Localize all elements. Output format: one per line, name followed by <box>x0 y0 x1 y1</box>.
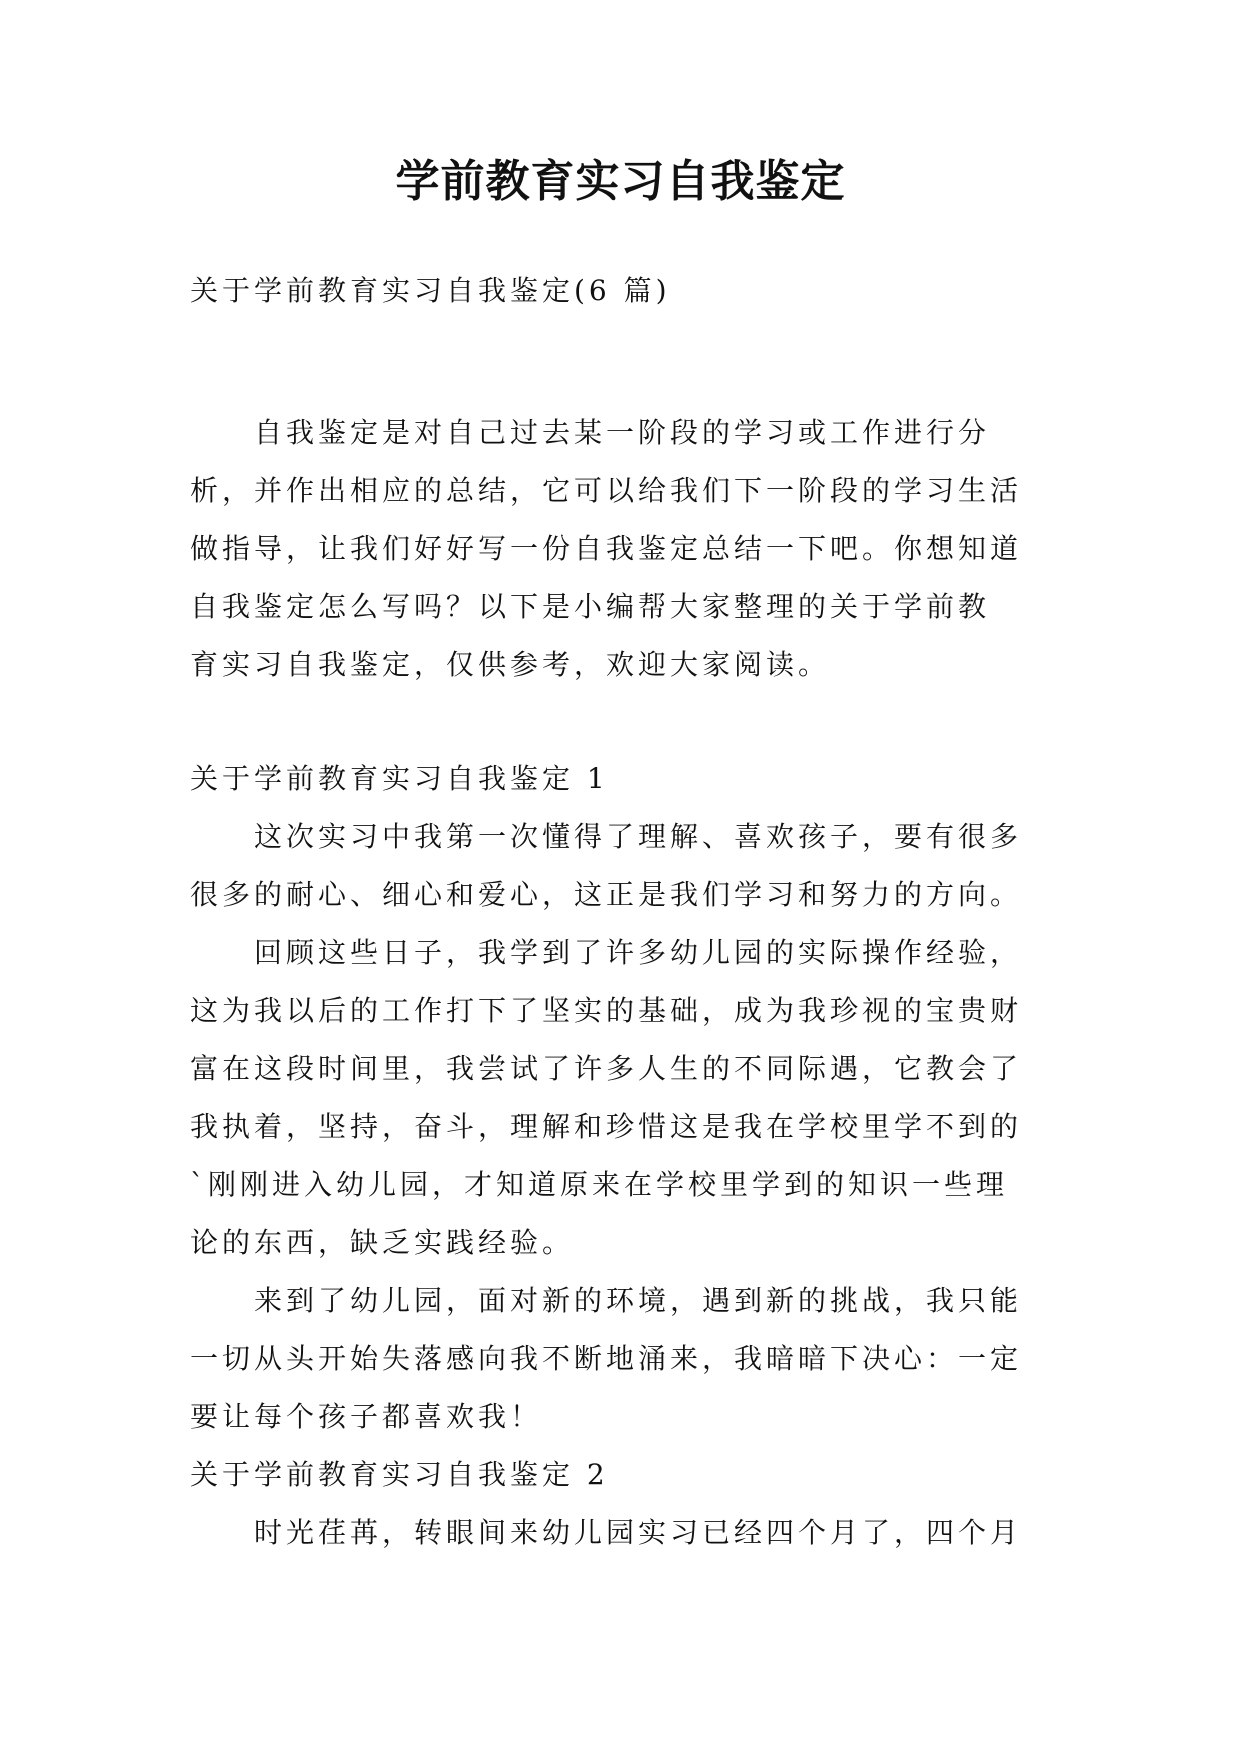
intro-line: 析，并作出相应的总结，它可以给我们下一阶段的学习生活 <box>190 474 1023 507</box>
document-subtitle <box>190 262 1060 320</box>
body-line: `刚刚进入幼儿园，才知道原来在学校里学到的知识一些理 <box>190 1168 1009 1201</box>
body-line: 我执着，坚持，奋斗，理解和珍惜这是我在学校里学不到的 <box>190 1110 1023 1143</box>
document-title: 学前教育实习自我鉴定 <box>395 156 846 207</box>
body-line: 很多的耐心、细心和爱心，这正是我们学习和努力的方向。 <box>190 878 1023 911</box>
section-heading-1: 关于学前教育实习自我鉴定 1 <box>190 762 609 795</box>
section-heading-2: 关于学前教育实习自我鉴定 2 <box>190 1458 609 1491</box>
body-line: 来到了幼儿园，面对新的环境，遇到新的挑战，我只能 <box>190 1284 1023 1317</box>
body-line: 要让每个孩子都喜欢我！ <box>190 1400 543 1433</box>
body-line: 这次实习中我第一次懂得了理解、喜欢孩子，要有很多 <box>190 820 1023 853</box>
body-line: 回顾这些日子，我学到了许多幼儿园的实际操作经验， <box>190 936 1023 969</box>
intro-line: 自我鉴定是对自己过去某一阶段的学习或工作进行分 <box>190 416 991 449</box>
body-line: 富在这段时间里，我尝试了许多人生的不同际遇，它教会了 <box>190 1052 1023 1085</box>
intro-line: 自我鉴定怎么写吗？以下是小编帮大家整理的关于学前教 <box>190 590 991 623</box>
intro-line: 育实习自我鉴定，仅供参考，欢迎大家阅读。 <box>190 648 831 681</box>
intro-line: 做指导，让我们好好写一份自我鉴定总结一下吧。你想知道 <box>190 532 1023 565</box>
body-line: 论的东西，缺乏实践经验。 <box>190 1226 575 1259</box>
subtitle-line: 关于学前教育实习自我鉴定(6 篇) <box>190 274 671 307</box>
body-line: 时光荏苒，转眼间来幼儿园实习已经四个月了，四个月 <box>190 1516 1023 1549</box>
intro-paragraph <box>190 404 1060 694</box>
body-text <box>190 750 1060 1562</box>
body-line: 这为我以后的工作打下了坚实的基础，成为我珍视的宝贵财 <box>190 994 1023 1027</box>
body-line: 一切从头开始失落感向我不断地涌来，我暗暗下决心：一定 <box>190 1342 1023 1375</box>
